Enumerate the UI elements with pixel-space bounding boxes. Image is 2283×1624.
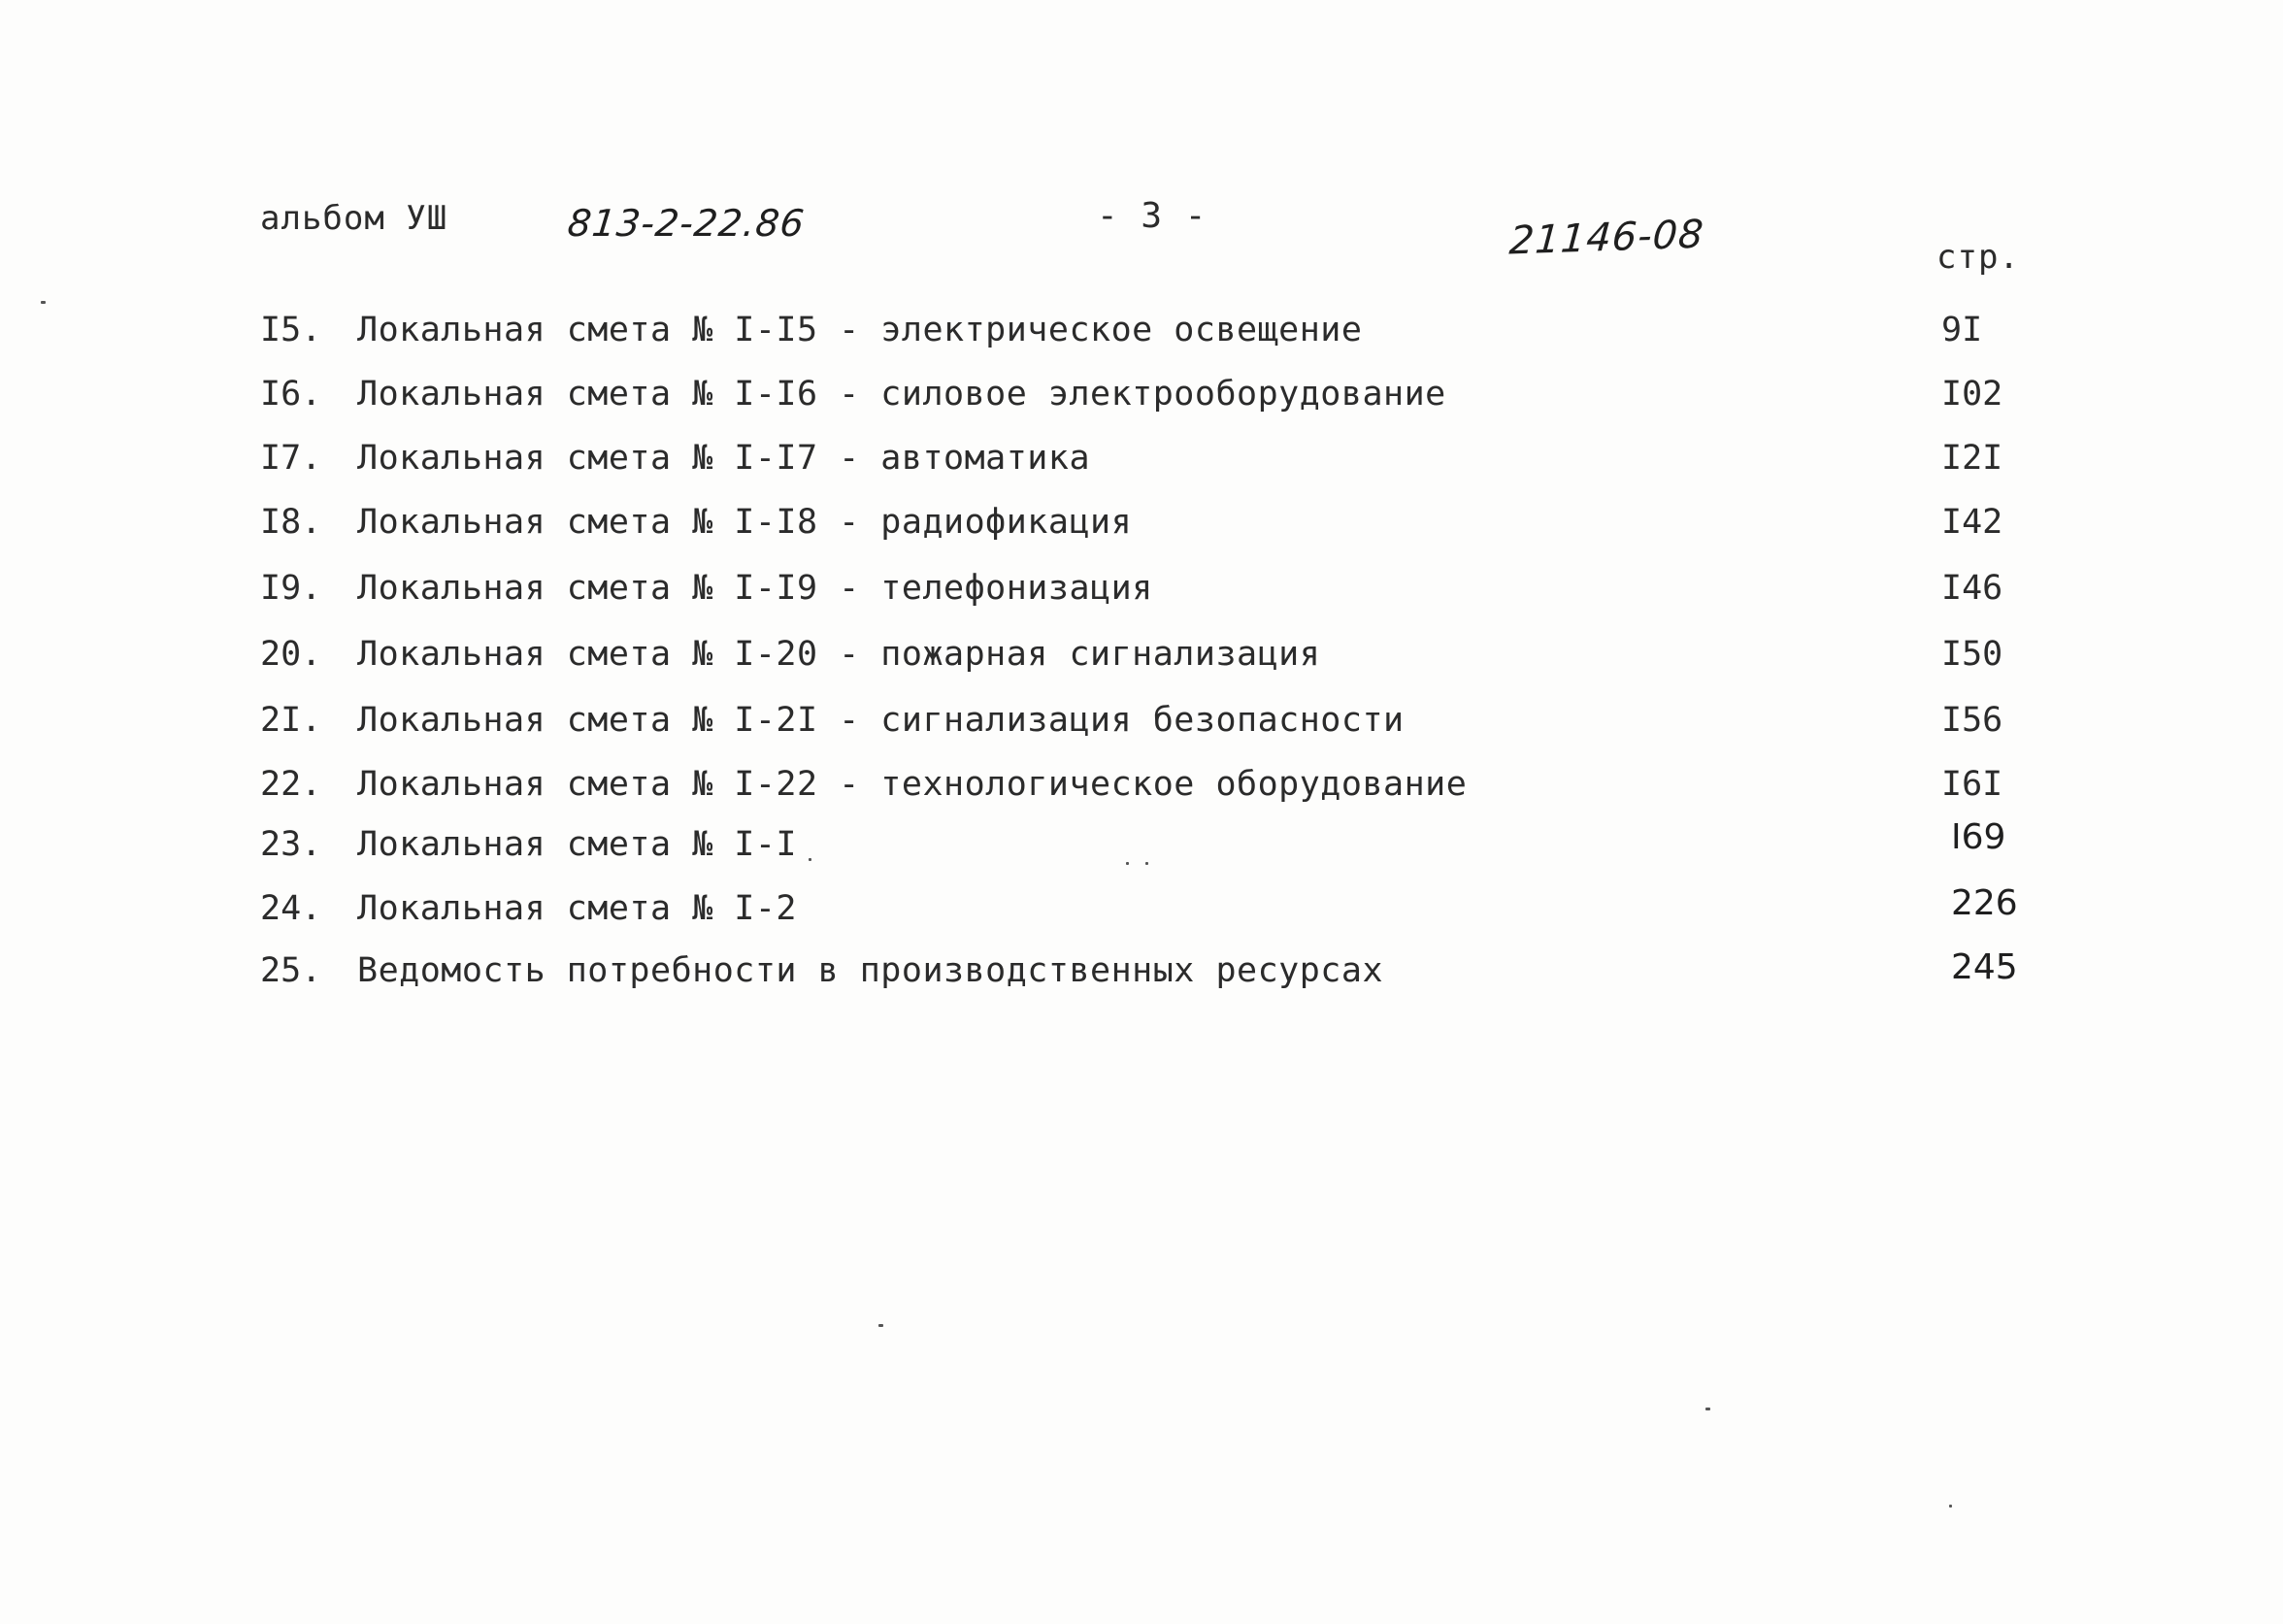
project-code: 813-2-22.86 <box>565 202 808 245</box>
toc-entry <box>0 311 2283 357</box>
toc-entry <box>0 817 2283 872</box>
entry-title: Локальная смета № I-2 <box>357 889 798 928</box>
toc-entry <box>0 883 2283 936</box>
entry-title: Локальная смета № I-I8 - радиофикация <box>357 503 1133 542</box>
toc-entry <box>0 503 2283 549</box>
toc-entry <box>0 375 2283 421</box>
entry-number: 2I. <box>260 701 322 740</box>
entry-page: I69 <box>1951 817 2006 857</box>
entry-page: 226 <box>1951 883 2018 923</box>
scan-speck <box>1145 862 1148 865</box>
page-number: - 3 - <box>1097 196 1208 236</box>
entry-page: I50 <box>1941 635 2003 674</box>
entry-title: Локальная смета № I-22 - технологическое оборудование <box>357 765 1468 804</box>
entry-number: I8. <box>260 503 322 542</box>
document-number: 21146-08 <box>1507 212 1706 264</box>
entry-number: I5. <box>260 311 322 349</box>
scan-speck <box>41 301 46 304</box>
entry-title: Локальная смета № I-20 - пожарная сигнализация <box>357 635 1321 674</box>
toc-entry <box>0 947 2283 998</box>
scan-speck <box>1949 1505 1952 1508</box>
entry-page: I46 <box>1941 569 2003 608</box>
scan-speck <box>878 1324 883 1327</box>
toc-entry <box>0 765 2283 812</box>
toc-entry <box>0 439 2283 485</box>
toc-entry <box>0 569 2283 615</box>
page-column-label: стр. <box>1936 238 2020 277</box>
toc-entry <box>0 701 2283 747</box>
entry-page: I6I <box>1941 765 2003 804</box>
album-label: альбом УШ <box>260 199 448 238</box>
entry-number: 24. <box>260 889 322 928</box>
entry-title: Локальная смета № I-I <box>357 825 798 864</box>
entry-page: 9I <box>1941 311 1983 349</box>
entry-page: 245 <box>1951 947 2018 987</box>
entry-page: I56 <box>1941 701 2003 740</box>
entry-number: I7. <box>260 439 322 478</box>
scan-speck <box>809 858 811 861</box>
entry-page: I02 <box>1941 375 2003 414</box>
entry-title: Локальная смета № I-2I - сигнализация безопасности <box>357 701 1405 740</box>
entry-number: 25. <box>260 951 322 990</box>
entry-number: I9. <box>260 569 322 608</box>
scan-speck <box>1126 862 1129 865</box>
entry-number: I6. <box>260 375 322 414</box>
entry-title: Локальная смета № I-I7 - автоматика <box>357 439 1091 478</box>
toc-entry <box>0 635 2283 681</box>
entry-number: 23. <box>260 825 322 864</box>
entry-title: Локальная смета № I-I9 - телефонизация <box>357 569 1153 608</box>
entry-number: 20. <box>260 635 322 674</box>
entry-title: Ведомость потребности в производственных ресурсах <box>357 951 1384 990</box>
entry-page: I42 <box>1941 503 2003 542</box>
entry-number: 22. <box>260 765 322 804</box>
entry-title: Локальная смета № I-I5 - электрическое освещение <box>357 311 1363 349</box>
entry-page: I2I <box>1941 439 2003 478</box>
entry-title: Локальная смета № I-I6 - силовое электрооборудование <box>357 375 1446 414</box>
scan-speck <box>1705 1408 1710 1410</box>
